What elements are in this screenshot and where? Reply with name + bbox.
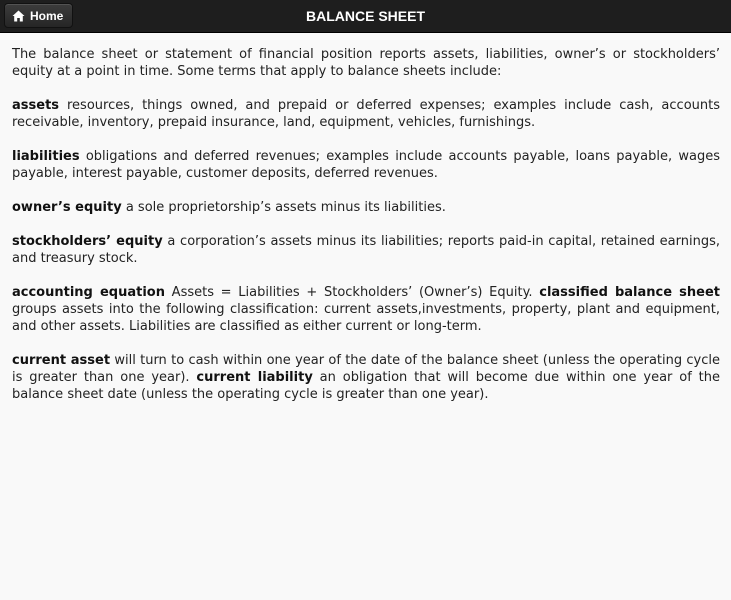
app-header: [0, 0, 731, 33]
owners-equity-term: owner’s equity: [12, 200, 122, 215]
home-button[interactable]: [4, 3, 73, 28]
stockholders-equity-paragraph: [12, 233, 720, 267]
current-liability-definition: an obligation that will become due within one year of the balance sheet date (unless the operating cycle is greater than one year).: [12, 370, 720, 402]
intro-paragraph: The balance sheet or statement of financial position reports assets, liabilities, owner’s or stockholders’ equity at a point in time. Some terms that apply to balance sheets include:: [12, 47, 720, 79]
classified-balance-sheet-term: classified balance sheet: [539, 285, 720, 300]
article-content: [0, 33, 731, 403]
current-asset-definition: will turn to cash within one year of the date of the balance sheet (unless the operating cycle is greater than one year).: [12, 353, 721, 385]
accounting-equation-term: accounting equation: [12, 285, 165, 300]
current-items-paragraph: [12, 352, 720, 403]
assets-paragraph: [12, 97, 720, 131]
liabilities-definition: obligations and deferred revenues; examples include accounts payable, loans payable, wages payable, interest payable, customer deposits, deferred revenues.: [12, 149, 720, 181]
stockholders-equity-term: stockholders’ equity: [12, 234, 163, 249]
owners-equity-definition: a sole proprietorship’s assets minus its liabilities.: [121, 200, 446, 215]
home-icon: [12, 10, 25, 22]
current-asset-term: current asset: [12, 353, 111, 368]
classified-balance-sheet-definition: groups assets into the following classification: current assets,investments, property, plant and equipment, and other assets. Liabilities are classified as either current or long-term.: [12, 302, 720, 334]
accounting-equation-paragraph: [12, 284, 720, 335]
accounting-equation-definition: Assets = Liabilities + Stockholders’ (Owner’s) Equity.: [164, 285, 540, 300]
assets-term: assets: [12, 98, 60, 113]
liabilities-paragraph: [12, 148, 720, 182]
home-button-label: Home: [30, 8, 64, 23]
owners-equity-paragraph: [12, 199, 720, 216]
liabilities-term: liabilities: [12, 149, 80, 164]
stockholders-equity-definition: a corporation’s assets minus its liabilities; reports paid-in capital, retained earnings, and treasury stock.: [12, 234, 721, 266]
current-liability-term: current liability: [196, 370, 313, 385]
assets-definition: resources, things owned, and prepaid or deferred expenses; examples include cash, accounts receivable, inventory, prepaid insurance, land, equipment, vehicles, furnishings.: [12, 98, 720, 130]
page-title: BALANCE SHEET: [305, 8, 425, 24]
